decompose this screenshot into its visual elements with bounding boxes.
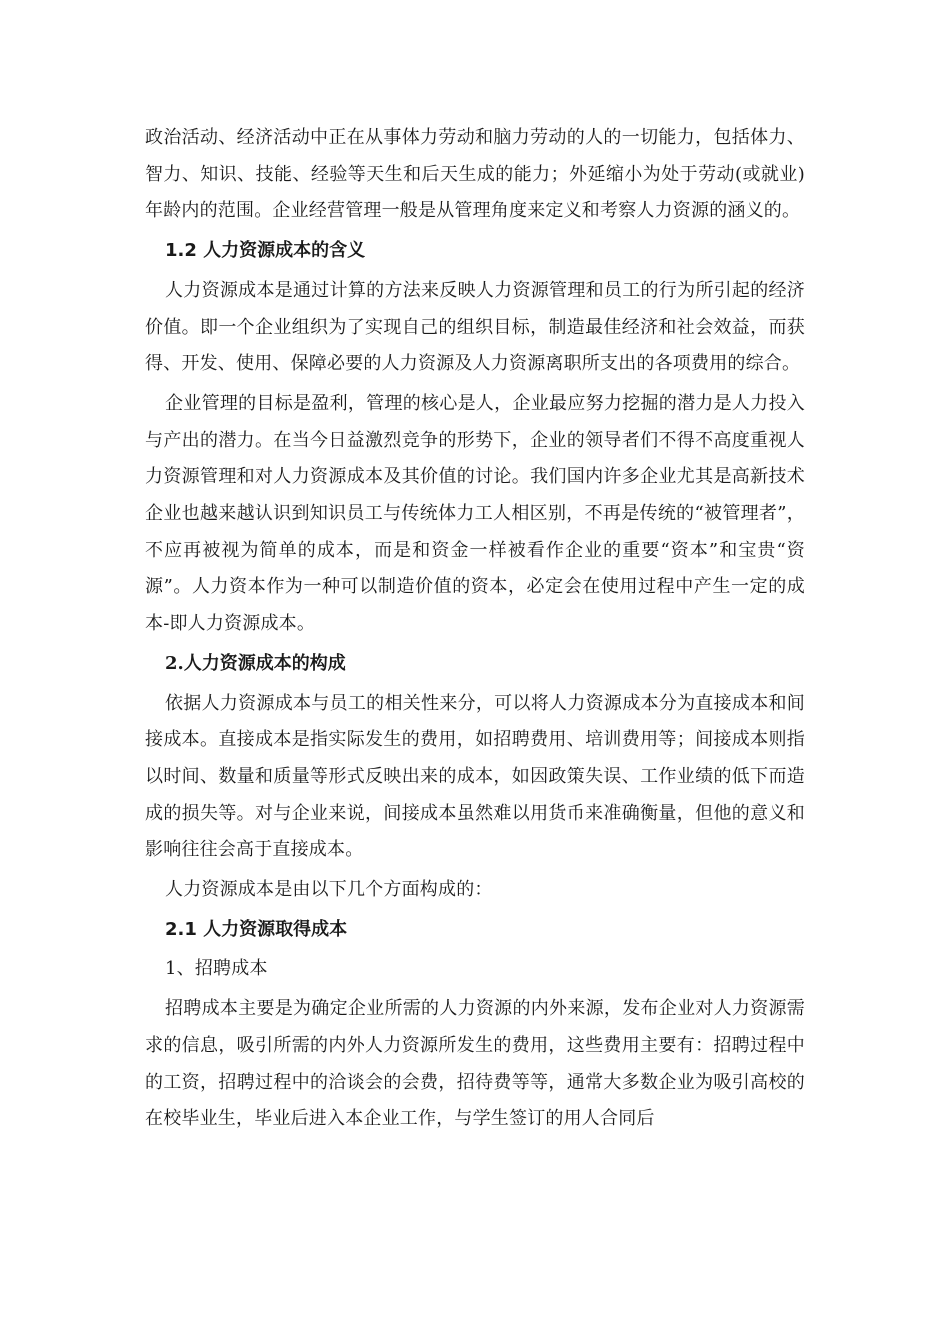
- document-page: [145, 120, 805, 1138]
- list-item-recruitment-cost: 1、招聘成本: [165, 958, 268, 980]
- paragraph-hr-cost-meaning: 人力资源成本是通过计算的方法来反映人力资源管理和员工的行为所引起的经济价值。即一个企业组织为了实现自己的组织目标，制造最佳经济和社会效益，而获得、开发、使用、保障必要的人力资源及人力资源离职所支出的各项费用的综合。: [145, 279, 805, 375]
- paragraph-human-resource-definition: 政治活动、经济活动中正在从事体力劳动和脑力劳动的人的一切能力，包括体力、智力、知识、技能、经验等天生和后天生成的能力；外延缩小为处于劳动(或就业)年龄内的范围。企业经营管理一般是从管理角度来定义和考察人力资源的涵义的。: [145, 127, 805, 222]
- paragraph-cost-components-intro: 人力资源成本是由以下几个方面构成的：: [165, 879, 493, 901]
- heading-2-1: 2.1 人力资源取得成本: [165, 918, 348, 940]
- heading-2: 2.人力资源成本的构成: [165, 652, 346, 674]
- paragraph-recruitment-cost: 招聘成本主要是为确定企业所需的人力资源的内外来源，发布企业对人力资源需求的信息，吸引所需的内外人力资源所发生的费用，这些费用主要有：招聘过程中的工资，招聘过程中的洽谈会的会费，招待费等等，通常大多数企业为吸引高校的在校毕业生，毕业后进入本企业工作，与学生签订的用人合同后: [145, 998, 805, 1130]
- heading-1-2: 1.2 人力资源成本的含义: [165, 240, 366, 262]
- paragraph-management-goal: 企业管理的目标是盈利，管理的核心是人，企业最应努力挖掘的潜力是人力投入与产出的潜力。在当今日益激烈竞争的形势下，企业的领导者们不得不高度重视人力资源管理和对人力资源成本及其价值的讨论。我们国内许多企业尤其是高新技术企业也越来越认识到知识员工与传统体力工人相区别，不再是传统的“被管理者”，不应再被视为简单的成本，而是和资金一样被看作企业的重要“资本”和宝贵“资源”。人力资本作为一种可以制造价值的资本，必定会在使用过程中产生一定的成本-即人力资源成本。: [145, 392, 805, 635]
- paragraph-cost-classification: 依据人力资源成本与员工的相关性来分，可以将人力资源成本分为直接成本和间接成本。直接成本是指实际发生的费用，如招聘费用、培训费用等；间接成本则指以时间、数量和质量等形式反映出来的成本，如因政策失误、工作业绩的低下而造成的损失等。对与企业来说，间接成本虽然难以用货币来准确衡量，但他的意义和影响往往会高于直接成本。: [145, 692, 805, 861]
